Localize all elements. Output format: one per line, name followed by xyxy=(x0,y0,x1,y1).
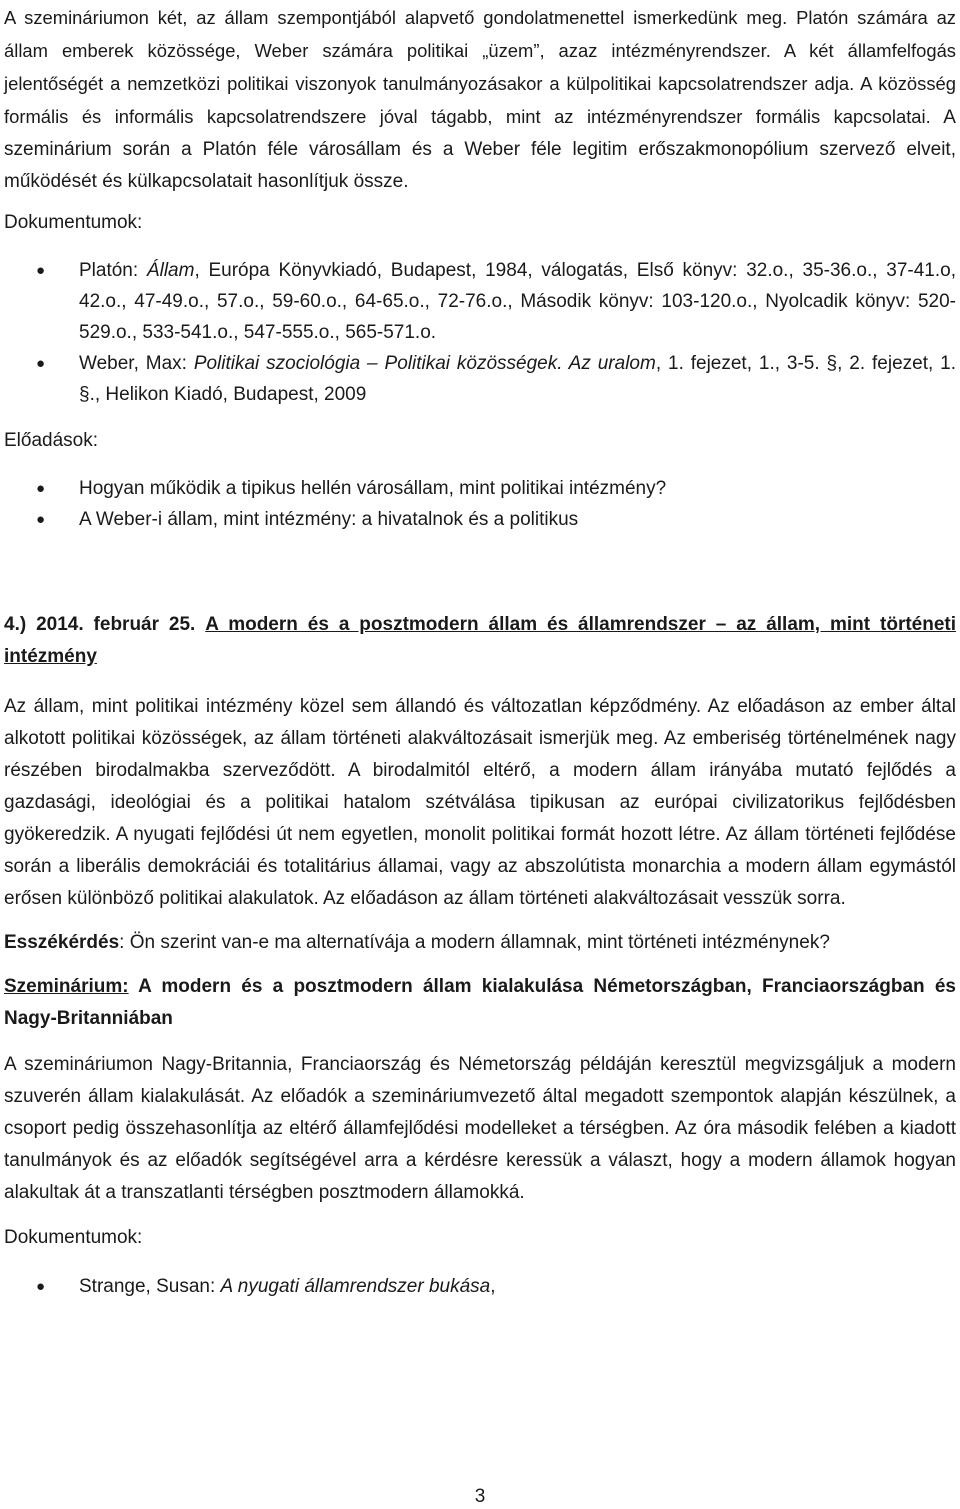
bullet-icon: ● xyxy=(36,1278,46,1295)
doc-details: , xyxy=(490,1276,496,1297)
doc-author: Strange, Susan: xyxy=(79,1276,221,1297)
doc-author: Platón: xyxy=(79,260,147,281)
seminar-heading xyxy=(4,971,956,1035)
bullet-icon: ● xyxy=(36,355,46,372)
doc-details: , 1. fejezet, 1., 3-5. §, 2. fejezet, 1. §., Helikon Kiadó, Budapest, 2009 xyxy=(79,353,956,405)
list-item xyxy=(4,255,956,348)
intro-paragraph xyxy=(4,0,956,198)
bullet-icon: ● xyxy=(36,480,46,497)
document-page xyxy=(4,0,956,1302)
intro-sentence-2: A közösség formális és informális kapcsolatrendszere jóval tágabb, mint az intézményrendszer formális kapcsolatai. xyxy=(4,73,956,127)
seminar-body: A szemináriumon Nagy-Britannia, Franciaország és Németország példáján keresztül megvizsgáljuk a modern szuverén állam kialakulását. Az előadók a szemináriumvezető által megadott szempontok alapján készülnek, a csoport pedig összehasonlítja az eltérő államfejlődési modelleket a térségben. Az óra második felében a kiadott tanulmányok és az előadók segítségével arra a kérdésre keressük a választ, hogy a modern államok hogyan alakultak át a transzatlanti térségben posztmodern államokká. xyxy=(4,1054,956,1203)
lecture-title: A Weber-i állam, mint intézmény: a hivatalnok és a politikus xyxy=(79,509,579,530)
doc-title: A nyugati államrendszer bukása xyxy=(220,1276,491,1297)
documents-label-2: Dokumentumok: xyxy=(4,1227,143,1248)
section-body: Az állam, mint politikai intézmény közel sem állandó és változatlan képződmény. Az előadáson az ember által alkotott politikai közösségek, az állam történeti alakváltozásait ismerjük meg. Az emberiség történelmének nagy részében birodalmakba szerveződött. A birodalmitól eltérő, a modern állam irányába mutató fejlődés a gazdasági, ideológiai és a politikai hatalom szétválása tipikusan az európai civilizatorikus fejlődésben gyökeredzik. A nyugati fejlődési út nem egyetlen, monolit politikai formát hozott létre. Az állam történeti fejlődése során a liberális demokráciái és totalitárius államai, vagy az abszolútista monarchia a modern állam egymástól erősen különböző politikai alakulatok. Az előadáson az állam történeti alakváltozásait vesszük sorra. xyxy=(4,696,956,909)
lecture-title: Hogyan működik a tipikus hellén városállam, mint politikai intézmény? xyxy=(79,478,667,499)
page-number: 3 xyxy=(474,1486,486,1507)
lectures-list xyxy=(4,473,956,535)
list-item xyxy=(4,348,956,410)
doc-title: Állam xyxy=(146,260,195,281)
section-title: A modern és a posztmodern állam és államrendszer – az állam, mint történeti intézmény xyxy=(4,614,957,667)
essay-text: : Ön szerint van-e ma alternatívája a modern államnak, mint történeti intézménynek? xyxy=(119,932,830,953)
lectures-label: Előadások: xyxy=(4,430,99,451)
documents-list-1 xyxy=(4,255,956,410)
essay-label: Esszékérdés xyxy=(4,932,120,953)
section-heading xyxy=(4,609,956,673)
seminar-title: A modern és a posztmodern állam kialakulása Németországban, Franciaországban és Nagy-Britanniában xyxy=(4,976,956,1029)
doc-title: Politikai szociológia – Politikai közösségek. Az uralom xyxy=(193,353,656,374)
list-item xyxy=(4,473,956,504)
intro-sentence-1: A szemináriumon két, az állam szempontjából alapvető gondolatmenettel ismerkedünk meg. Platón számára az állam emberek közössége, Weber számára politikai „üzem”, azaz intézményrendszer. A két államfelfogás jelentőségét a nemzetközi politikai viszonyok tanulmányozásakor a külpolitikai kapcsolatrendszer adja. xyxy=(4,7,956,94)
intro-sentence-3: A szeminárium során a Platón féle városállam és a Weber féle legitim erőszakmonopólium szervező elveit, működését és külkapcsolatait hasonlítjuk össze. xyxy=(4,107,956,192)
doc-details: , Európa Könyvkiadó, Budapest, 1984, válogatás, Első könyv: 32.o., 35-36.o., 37-41.o, 42.o., 47-49.o., 57.o., 59-60.o., 64-65.o., 72-76.o., Második könyv: 103-120.o., Nyolcadik könyv: 520-529.o., 533-541.o., 547-555.o., 565-571.o. xyxy=(79,260,956,343)
list-item xyxy=(4,504,956,535)
documents-list-2 xyxy=(4,1271,956,1302)
essay-question xyxy=(4,927,956,959)
list-item xyxy=(4,1271,956,1302)
bullet-icon: ● xyxy=(36,262,46,279)
section-number: 4.) 2014. február 25. xyxy=(4,614,196,635)
seminar-label: Szeminárium: xyxy=(4,976,129,997)
documents-label-1: Dokumentumok: xyxy=(4,212,143,233)
doc-author: Weber, Max: xyxy=(79,353,194,374)
bullet-icon: ● xyxy=(36,511,46,528)
